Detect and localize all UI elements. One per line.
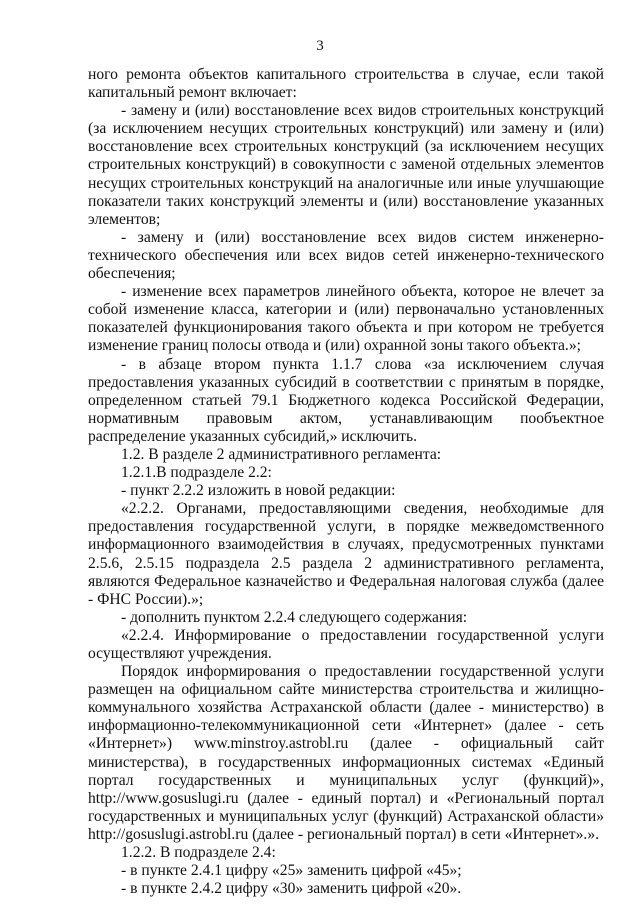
paragraph-informing-procedure: Порядок информирования о предоставлении государственной услуги размещен на официальном сайте министерства строительства и жилищно-коммунального хозяйства Астраханской области (далее - министерство) в информационно-телекоммуникационной сети «Интернет» (далее - сеть «Интернет») www.minstroy.astrobl.ru (далее - официальный сайт министерства), в государственных информационных системах «Единый портал государственных и муниципальных услуг (функций)», http://www.gosuslugi.ru (далее - единый портал) и «Региональный портал государственных и муниципальных услуг (функций) Астраханской области» http://gosuslugi.astrobl.ru (далее - региональный портал) в сети «Интернет».». [88, 663, 604, 843]
paragraph-item-2-2-2: «2.2.2. Органами, предоставляющими сведения, необходимые для предоставления государственной услуги, в порядке межведомственного информационного взаимодействия в случаях, предусмотренных пунктами 2.5.6, 2.5.15 подраздела 2.5 раздела 2 административного регламента, являются Федеральное казначейство и Федеральная налоговая служба (далее - ФНС России).»; [88, 500, 604, 608]
paragraph-section-1-2: 1.2. В разделе 2 административного регламента: [121, 445, 442, 463]
paragraph-section-1-2-1: 1.2.1.В подразделе 2.2: [121, 464, 272, 482]
page-number: 3 [316, 38, 324, 54]
paragraph-item-2-2-4: «2.2.4. Информирование о предоставлении государственной услуги осуществляют учреждения. [88, 626, 604, 662]
paragraph-item-1-1-7: - в абзаце втором пункта 1.1.7 слова «за исключением случая предоставления указанных субсидий в соответствии с принятым в порядке, определенном статьей 79.1 Бюджетного кодекса Российской Федерации, нормативным правовым актом, устанавливающим пообъектное распределение указанных субсидий,» исключить. [88, 355, 604, 445]
paragraph-replace-engineering: - замену и (или) восстановление всех видов систем инженерно-технического обеспечения или всех видов сетей инженерно-технического обеспечения; [88, 228, 604, 283]
paragraph-item-2-2-2-intro: - пункт 2.2.2 изложить в новой редакции: [121, 482, 396, 500]
paragraph-linear-object: - изменение всех параметров линейного объекта, которое не влечет за собой изменение класса, категории и (или) первоначально установленных показателей функционирования такого объекта и при котором не требуется изменение границ полосы отвода и (или) охранной зоны такого объекта.»; [88, 283, 604, 355]
paragraph-section-1-2-2: 1.2.2. В подразделе 2.4: [121, 844, 276, 862]
paragraph-item-2-4-1: - в пункте 2.4.1 цифру «25» заменить цифрой «45»; [121, 862, 462, 880]
paragraph-item-2-2-4-intro: - дополнить пунктом 2.2.4 следующего содержания: [121, 608, 468, 626]
paragraph-continuation: ного ремонта объектов капитального строительства в случае, если такой капитальный ремонт включает: [88, 66, 604, 102]
paragraph-replace-structures: - замену и (или) восстановление всех видов строительных конструкций (за исключением несущих строительных конструкций) или замену и (или) восстановление всех строительных конструкций (за исключением несущих строительных конструкций) в совокупности с заменой отдельных элементов несущих строительных конструкций на аналогичные или иные улучшающие показатели таких конструкций элементы и (или) восстановление указанных элементов; [88, 102, 604, 228]
paragraph-item-2-4-2: - в пункте 2.4.2 цифру «30» заменить цифрой «20». [121, 880, 462, 898]
document-body [88, 66, 604, 898]
